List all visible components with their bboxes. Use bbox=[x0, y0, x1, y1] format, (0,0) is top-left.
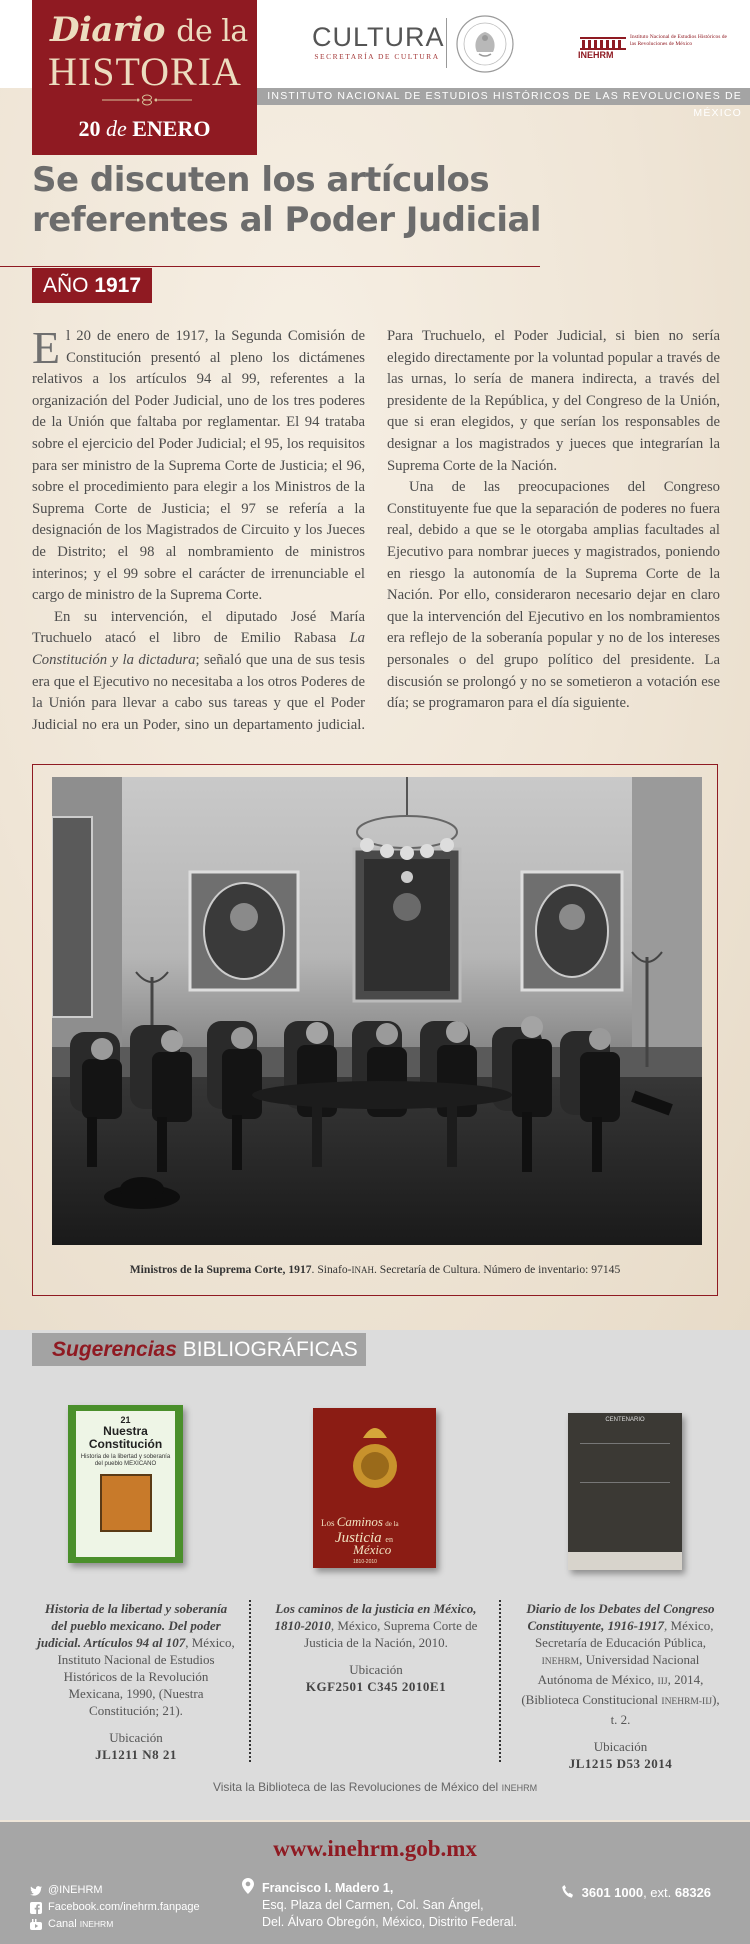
paragraph-1-text: l 20 de enero de 1917, la Segunda Comisión de Constitución presentó al pleno los dictámenes relativos a los artículos 94 al 99, referentes a la organización del Poder Judicial, uno de los tres poderes de la Unión que faltaba por reglamentar. El 94 trataba sobre el ejercicio del Poder Judicial; el 95, los requisitos para ser ministro de la Suprema Corte de Justicia; el 96, sobre el procedimiento para elegir a los Ministros de la Suprema Corte de Justicia; el 97 se refería a la designación de los Magistrados de Circuito y los Jueces de Distrito; el 98 al nombramiento de ministros interinos; y el 99 sobre el carácter de irrenunciable el cargo de ministro de la Suprema Corte. bbox=[32, 328, 365, 604]
address bbox=[244, 1880, 517, 1931]
year-prefix: AÑO bbox=[42, 274, 89, 297]
caption-b: . Secretaría de Cultura. Número de inventario: 97145 bbox=[373, 1263, 621, 1276]
cover-3-top: CENTENARIO bbox=[605, 1417, 645, 1423]
youtube-link[interactable] bbox=[30, 1916, 200, 1933]
date-day: 20 bbox=[78, 116, 101, 141]
cultura-logo[interactable] bbox=[312, 22, 445, 61]
twitter-icon bbox=[30, 1886, 42, 1896]
book-cover-3[interactable] bbox=[568, 1413, 682, 1570]
phone-icon bbox=[562, 1885, 573, 1898]
cover-2-line1: Los Caminos de la bbox=[321, 1514, 399, 1529]
dropcap: E bbox=[32, 322, 61, 373]
cover-1-num: 21 bbox=[120, 1415, 131, 1425]
photo-caption bbox=[32, 1263, 718, 1276]
ref-3-text bbox=[518, 1600, 723, 1728]
ref-3-details-d: ), t. 2. bbox=[610, 1692, 720, 1727]
facebook-icon bbox=[30, 1902, 42, 1914]
masthead-date bbox=[32, 116, 257, 142]
paragraph-2b-text: ; señaló que una de sus tesis era que el Ejecutivo no necesitaba a los otros Poderes de la Unión para llevar a cabo sus tareas y que el Poder Judicial no era un Poder, sino un departamento judicial. Para Truchuelo, el Poder Judicial, si bien no sería elegido directamente por la voluntad popular a través de las urnas, lo sería de manera indirecta, a través del presidente de la República, y del Congreso de la Unión, que si eran elegidos, y que serían los responsables de designar a los magistrados y jueces que integrarían la Suprema Corte de la Nación. bbox=[32, 328, 720, 733]
book-title-italic: La Constitución y la dictadura bbox=[32, 630, 365, 668]
ref-2-text bbox=[266, 1600, 486, 1651]
cover-1-panel bbox=[76, 1411, 175, 1557]
phone-main: 3601 1000 bbox=[581, 1885, 644, 1900]
inehrm-logo[interactable] bbox=[578, 34, 728, 62]
book-reference-3 bbox=[518, 1600, 723, 1772]
masthead-diario-text: Diario bbox=[50, 10, 165, 50]
visit-text: Visita la Biblioteca de las Revoluciones de México del bbox=[212, 1780, 499, 1794]
cover-1-title: Nuestra Constitución bbox=[88, 1424, 163, 1451]
masthead-diario bbox=[50, 10, 248, 50]
twitter-link[interactable] bbox=[30, 1882, 200, 1899]
cultura-sub: SECRETARÍA DE CULTURA bbox=[314, 52, 440, 61]
visit-inehrm: INEHRM bbox=[501, 1783, 538, 1793]
institute-band: INSTITUTO NACIONAL DE ESTUDIOS HISTÓRICOS DE LAS REVOLUCIONES DE MÉXICO bbox=[255, 88, 750, 105]
ref-1-text bbox=[36, 1600, 236, 1719]
headline: Se discuten los artículos referentes al Poder Judicial bbox=[32, 160, 542, 240]
suggestions-title-italic: Sugerencias bbox=[52, 1338, 177, 1361]
cover-2-years: 1810-2010 bbox=[353, 1559, 377, 1565]
headline-rule bbox=[0, 266, 540, 267]
youtube-inehrm: INEHRM bbox=[79, 1919, 114, 1929]
article-body bbox=[32, 322, 720, 736]
paragraph-2a-text: En su intervención, el diputado José María Truchuelo atacó el libro de Emilio Rabasa bbox=[32, 608, 365, 647]
website-link[interactable]: www.inehrm.gob.mx bbox=[273, 1836, 477, 1861]
ref-2-title: Los caminos de la justicia en México, 1810-2010 bbox=[274, 1601, 477, 1633]
masthead bbox=[32, 0, 257, 155]
cover-2-line3: México bbox=[353, 1542, 392, 1557]
suggestions-title bbox=[32, 1333, 366, 1366]
ref-1-details: , México, Instituto Nacional de Estudios Históricos de la Revolución Mexicana, 1990, (Nuestra Constitución; 21). bbox=[57, 1635, 235, 1718]
cover-3-title-box bbox=[580, 1443, 670, 1483]
phone-number[interactable] bbox=[562, 1885, 711, 1900]
book-cover-2[interactable] bbox=[313, 1408, 436, 1568]
ref-3-inehrm-iij: INEHRM-IIJ bbox=[661, 1697, 713, 1707]
ref-1-callno: JL1211 N8 21 bbox=[95, 1747, 177, 1762]
national-seal-icon bbox=[455, 14, 515, 74]
ref-3-details-a: , México, Secretaría de Educación Pública, bbox=[534, 1618, 714, 1650]
twitter-handle: @INEHRM bbox=[48, 1884, 103, 1896]
suggestions-title-rest: BIBLIOGRÁFICAS bbox=[182, 1338, 358, 1361]
article-paragraph bbox=[387, 477, 720, 715]
year-badge bbox=[32, 268, 152, 303]
ref-3-callno: JL1215 D53 2014 bbox=[568, 1756, 673, 1771]
ornament-icon bbox=[102, 93, 192, 107]
ref-1-title: Historia de la libertad y soberanía del pueblo mexicano. Del poder judicial. Artículos 94 al 107 bbox=[37, 1601, 228, 1650]
photo-illustration bbox=[52, 777, 702, 1245]
masthead-dela: de la bbox=[176, 14, 248, 49]
cover-2-art bbox=[313, 1408, 436, 1568]
cover-3-strip bbox=[568, 1552, 682, 1570]
ref-2-details: , México, Suprema Corte de Justicia de la Nación, 2010. bbox=[304, 1618, 478, 1650]
youtube-text: Canal bbox=[48, 1918, 77, 1930]
ref-3-title: Diario de los Debates del Congreso Constituyente, 1916-1917 bbox=[526, 1601, 715, 1633]
ref-3-inehrm: INEHRM bbox=[541, 1657, 580, 1667]
book-reference-1 bbox=[36, 1600, 236, 1763]
address-line-2: Esq. Plaza del Carmen, Col. San Ángel, bbox=[262, 1898, 484, 1912]
youtube-icon bbox=[30, 1919, 42, 1931]
facebook-text: Facebook.com/inehrm.fanpage bbox=[48, 1901, 200, 1913]
cover-2-line2: Justicia en bbox=[335, 1530, 393, 1546]
date-de: de bbox=[105, 116, 127, 141]
phone-ext: 68326 bbox=[674, 1885, 712, 1900]
inehrm-label: INEHRM bbox=[578, 50, 614, 60]
inehrm-sub: Instituto Nacional de Estudios Históricos de las Revoluciones de México bbox=[630, 34, 727, 47]
footer bbox=[0, 1822, 750, 1944]
ref-1-location-label: Ubicación bbox=[109, 1730, 163, 1745]
ref-2-location-label: Ubicación bbox=[349, 1662, 403, 1677]
facebook-link[interactable] bbox=[30, 1899, 200, 1916]
ref-3-details-b: , Universidad Nacional Autónoma de México, bbox=[537, 1652, 700, 1687]
paragraph-3-text: Una de las preocupaciones del Congreso Constituyente fue que la separación de poderes no fuera real, debido a que se le otorgaba amplias facultades al Ejecutivo para nombrar jueces y magistrados, poniendo en riesgo la autonomía de la Suprema Corte de la Nación. Por ello, consideraron necesario dejar en claro que la intervención del Ejecutivo en los nombramientos era reflejo de la soberanía popular y no de los intereses personales o del grupo político del presidente. La discusión se prolongó y no se sometieron a votación ese día; se programaron para el día siguiente. bbox=[387, 479, 720, 712]
ref-divider bbox=[499, 1600, 501, 1762]
ref-3-iij: IIJ bbox=[657, 1677, 668, 1687]
caption-a: . Sinafo- bbox=[311, 1263, 352, 1276]
social-links bbox=[30, 1882, 200, 1933]
book-cover-1[interactable] bbox=[68, 1405, 183, 1563]
historical-photo bbox=[52, 777, 702, 1245]
book-reference-2 bbox=[266, 1600, 486, 1695]
address-line-1: Francisco I. Madero 1, bbox=[262, 1881, 394, 1895]
masthead-historia: HISTORIA bbox=[48, 49, 242, 94]
ref-2-callno: KGF2501 C345 2010E1 bbox=[305, 1679, 447, 1694]
cover-1-sub: Historia de la libertad y soberanía del pueblo MEXICANO bbox=[80, 1454, 171, 1467]
ref-divider bbox=[249, 1600, 251, 1762]
address-line-3: Del. Álvaro Obregón, México, Distrito Federal. bbox=[262, 1915, 517, 1929]
logo-divider bbox=[446, 18, 447, 68]
building-icon bbox=[578, 34, 628, 50]
ref-3-details-c: , 2014, (Biblioteca Constitucional bbox=[521, 1672, 704, 1707]
article-paragraph bbox=[32, 322, 365, 607]
year-value: 1917 bbox=[94, 274, 142, 297]
caption-bold: Ministros de la Suprema Corte, 1917 bbox=[129, 1263, 312, 1276]
caption-inah: INAH bbox=[351, 1265, 374, 1275]
cover-1-art bbox=[100, 1474, 152, 1532]
date-month: ENERO bbox=[132, 116, 211, 141]
ref-3-location-label: Ubicación bbox=[593, 1739, 648, 1754]
cultura-name: CULTURA bbox=[312, 22, 445, 52]
phone-ext-label: , ext. bbox=[643, 1885, 672, 1900]
library-visit-note bbox=[0, 1780, 750, 1794]
